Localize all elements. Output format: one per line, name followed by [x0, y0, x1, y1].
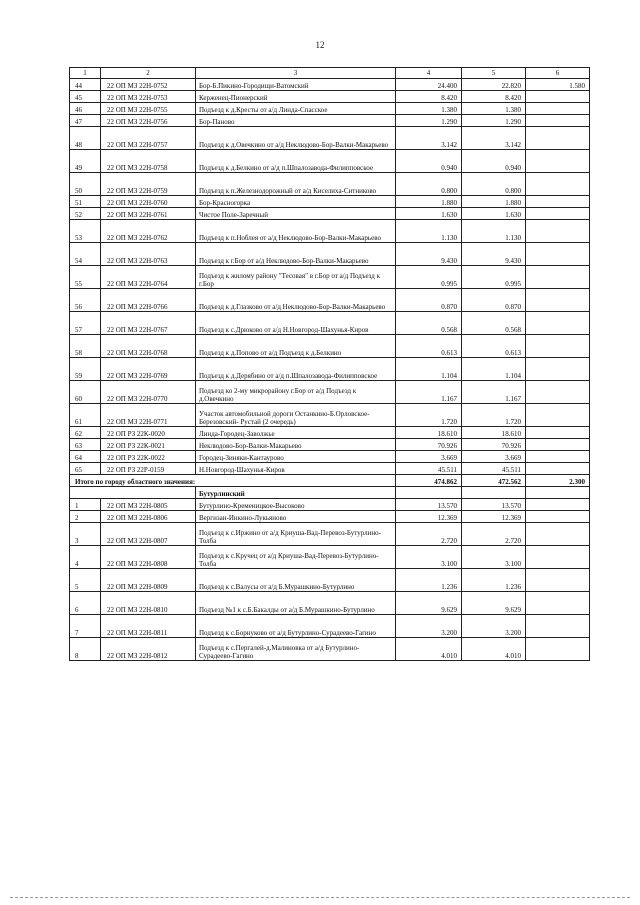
table-cell: 0.940	[396, 150, 462, 173]
table-cell: 22 ОП МЗ 22Н-0809	[101, 569, 196, 592]
table-cell: 22 ОП МЗ 22Н-0807	[101, 523, 196, 546]
table-cell	[526, 335, 590, 358]
table-row	[70, 173, 590, 196]
table-row	[70, 79, 590, 91]
header-cell: 1	[70, 68, 101, 79]
table-cell: 45.511	[396, 463, 462, 475]
table-cell: 2	[70, 511, 101, 523]
table-cell: 58	[70, 335, 101, 358]
table-cell: 59	[70, 358, 101, 381]
table-cell: 1.130	[462, 220, 526, 243]
section-title: Бутурлинский	[196, 487, 396, 499]
table-cell: 3.142	[462, 127, 526, 150]
table-cell: 18.610	[396, 427, 462, 439]
table-cell: 45	[70, 91, 101, 103]
table-cell: 22 ОП МЗ 22Н-0763	[101, 243, 196, 266]
table-cell: 22 ОП МЗ 22Н-0756	[101, 115, 196, 127]
table-cell: Чистое Поле-Заречный	[196, 208, 396, 220]
table-cell	[526, 173, 590, 196]
total-value: 474.862	[396, 475, 462, 487]
table-cell: 22 ОП РЗ 22К-0021	[101, 439, 196, 451]
table-cell: 1.630	[462, 208, 526, 220]
table-cell: 22 ОП МЗ 22Н-0757	[101, 127, 196, 150]
table-cell: 22 ОП МЗ 22Н-0762	[101, 220, 196, 243]
table-cell: 50	[70, 173, 101, 196]
table-cell: Подъезд ко 2-му микрорайону г.Бор от а/д Подъезд к д.Овечкино	[196, 381, 396, 404]
section-spacer	[396, 487, 462, 499]
section-row	[70, 487, 590, 499]
table-row	[70, 115, 590, 127]
table-body	[70, 79, 590, 661]
table-cell	[526, 289, 590, 312]
table-row	[70, 592, 590, 615]
roads-table	[69, 67, 590, 661]
table-cell: Бутурлино-Кременицкое-Высоково	[196, 499, 396, 511]
header-cell: 6	[526, 68, 590, 79]
table-cell: 22 ОП МЗ 22Н-0812	[101, 638, 196, 661]
table-cell: 64	[70, 451, 101, 463]
table-cell: 45.511	[462, 463, 526, 475]
table-cell: Подъезд к с.Иржино от а/д Криуша-Вад-Перевоз-Бутурлино-Толба	[196, 523, 396, 546]
header-cell: 4	[396, 68, 462, 79]
table-row	[70, 335, 590, 358]
table-cell	[526, 243, 590, 266]
table-cell: 54	[70, 243, 101, 266]
table-cell: 0.800	[462, 173, 526, 196]
table-row	[70, 127, 590, 150]
table-cell: 22 ОП МЗ 22Н-0753	[101, 91, 196, 103]
table-cell: Неклюдово-Бор-Валки-Макарьево	[196, 439, 396, 451]
table-cell	[526, 127, 590, 150]
table-row	[70, 266, 590, 289]
table-cell	[526, 220, 590, 243]
table-cell: 9.430	[396, 243, 462, 266]
table-cell: 22 ОП МЗ 22Н-0808	[101, 546, 196, 569]
table-cell: 70.926	[462, 439, 526, 451]
table-cell: 1.167	[396, 381, 462, 404]
table-cell: 22 ОП МЗ 22Н-0766	[101, 289, 196, 312]
table-row	[70, 103, 590, 115]
table-cell	[526, 463, 590, 475]
total-value: 472.562	[462, 475, 526, 487]
table-cell: 0.613	[462, 335, 526, 358]
table-cell: 0.940	[462, 150, 526, 173]
table-cell: Подъезд к д.Белкино от а/д п.Шпалозавода-Филипповское	[196, 150, 396, 173]
table-cell: 3.200	[462, 615, 526, 638]
table-cell: 61	[70, 404, 101, 427]
total-value: 2.300	[526, 475, 590, 487]
table-cell	[526, 196, 590, 208]
table-cell: 5	[70, 569, 101, 592]
table-cell: 9.629	[396, 592, 462, 615]
table-cell: 22 ОП РЗ 22К-0020	[101, 427, 196, 439]
table-cell: 22 ОП МЗ 22Н-0759	[101, 173, 196, 196]
table-cell: 48	[70, 127, 101, 150]
table-cell: Бор-Б.Пикино-Городищи-Ватомский	[196, 79, 396, 91]
table-row	[70, 569, 590, 592]
table-row	[70, 243, 590, 266]
table-cell: Линда-Городец-Заволжье	[196, 427, 396, 439]
table-cell: Подъезд к с.Кручец от а/д Криуша-Вад-Перевоз-Бутурлино-Толба	[196, 546, 396, 569]
table-cell: 8.420	[462, 91, 526, 103]
total-label: Итого по городу областного значения:	[70, 475, 396, 487]
table-row	[70, 499, 590, 511]
table-row	[70, 381, 590, 404]
table-cell	[526, 511, 590, 523]
table-cell: Подъезд к п.Железнодорожный от а/д Киселиха-Ситниково	[196, 173, 396, 196]
table-cell: 22 ОП МЗ 22Н-0760	[101, 196, 196, 208]
table-cell: Подъезд к д.Овечкино от а/д Неклюдово-Бор-Валки-Макарьево	[196, 127, 396, 150]
table-cell: 3.669	[462, 451, 526, 463]
table-cell: 9.629	[462, 592, 526, 615]
table-cell: Подъезд к д.Попово от а/д Подъезд к д.Белкино	[196, 335, 396, 358]
table-cell: 13.570	[396, 499, 462, 511]
table-cell: 3.142	[396, 127, 462, 150]
table-cell: 47	[70, 115, 101, 127]
table-cell	[526, 150, 590, 173]
table-cell: 22 ОП МЗ 22Н-0811	[101, 615, 196, 638]
table-cell: 70.926	[396, 439, 462, 451]
table-cell	[526, 569, 590, 592]
table-cell: 53	[70, 220, 101, 243]
table-cell: Н.Новгород-Шахунья-Киров	[196, 463, 396, 475]
table-cell: Вергизан-Инкино-Лукьяново	[196, 511, 396, 523]
table-cell: 22 ОП МЗ 22Н-0768	[101, 335, 196, 358]
table-cell: 65	[70, 463, 101, 475]
table-cell: 1.580	[526, 79, 590, 91]
table-cell: 12.369	[396, 511, 462, 523]
table-cell: 1.880	[396, 196, 462, 208]
table-cell: 1.236	[462, 569, 526, 592]
section-spacer	[526, 487, 590, 499]
table-cell	[526, 404, 590, 427]
table-cell	[526, 439, 590, 451]
table-row	[70, 220, 590, 243]
table-cell: 4.010	[396, 638, 462, 661]
table-cell: 1.380	[462, 103, 526, 115]
bottom-divider	[10, 897, 630, 898]
table-cell	[526, 592, 590, 615]
table-row	[70, 358, 590, 381]
table-cell: Подъезд к с.Борнуково от а/д Бутурлино-Сурадеево-Гагино	[196, 615, 396, 638]
table-cell	[526, 115, 590, 127]
total-row	[70, 475, 590, 487]
table-cell: 0.870	[396, 289, 462, 312]
table-row	[70, 150, 590, 173]
table-cell: 0.995	[396, 266, 462, 289]
table-cell	[526, 266, 590, 289]
table-cell: 22.820	[462, 79, 526, 91]
table-cell	[526, 499, 590, 511]
header-cell: 5	[462, 68, 526, 79]
table-row	[70, 451, 590, 463]
table-row	[70, 638, 590, 661]
table-cell	[526, 523, 590, 546]
table-cell: 22 ОП МЗ 22Н-0755	[101, 103, 196, 115]
table-cell: 0.870	[462, 289, 526, 312]
table-cell: 3.100	[462, 546, 526, 569]
page-number: 12	[315, 40, 325, 50]
table-cell: 22 ОП МЗ 22Н-0770	[101, 381, 196, 404]
table-cell: 8.420	[396, 91, 462, 103]
table-cell: 0.800	[396, 173, 462, 196]
header-cell: 2	[101, 68, 196, 79]
table-cell: 1.290	[396, 115, 462, 127]
table-cell: Подъезд к жилому району "Тесовая" в г.Бор от а/д Подъезд к г.Бор	[196, 266, 396, 289]
table-cell: Городец-Зиняки-Кантаурово	[196, 451, 396, 463]
table-cell: Подъезд к д.Глазково от а/д Неклюдово-Бор-Валки-Макарьево	[196, 289, 396, 312]
table-cell: 22 ОП МЗ 22Н-0764	[101, 266, 196, 289]
table-cell: 0.613	[396, 335, 462, 358]
table-cell: 1	[70, 499, 101, 511]
table-cell	[526, 427, 590, 439]
table-cell: 3	[70, 523, 101, 546]
table-cell: 1.104	[396, 358, 462, 381]
table-cell: 49	[70, 150, 101, 173]
table-cell: 22 ОП МЗ 22Н-0758	[101, 150, 196, 173]
table-cell: 22 ОП РЗ 22К-0022	[101, 451, 196, 463]
table-cell	[526, 91, 590, 103]
table-cell: 44	[70, 79, 101, 91]
table-cell: Бор-Паново	[196, 115, 396, 127]
table-cell	[526, 103, 590, 115]
table-row	[70, 208, 590, 220]
table-cell: 60	[70, 381, 101, 404]
header-cell: 3	[196, 68, 396, 79]
table-cell: 57	[70, 312, 101, 335]
table-cell: 2.720	[396, 523, 462, 546]
table-cell: 55	[70, 266, 101, 289]
table-cell: 12.369	[462, 511, 526, 523]
table-cell: 1.236	[396, 569, 462, 592]
table-cell: 0.568	[396, 312, 462, 335]
table-row	[70, 312, 590, 335]
table-cell: 3.100	[396, 546, 462, 569]
table-cell: 1.880	[462, 196, 526, 208]
table-cell: 3.669	[396, 451, 462, 463]
table-row	[70, 523, 590, 546]
header-row	[70, 68, 590, 79]
table-cell: Подъезд к г.Бор от а/д Неклюдово-Бор-Валки-Макарьево	[196, 243, 396, 266]
table-cell: 24.400	[396, 79, 462, 91]
table-cell: 1.290	[462, 115, 526, 127]
table-cell: 1.104	[462, 358, 526, 381]
table-row	[70, 615, 590, 638]
table-cell: 63	[70, 439, 101, 451]
table-cell: Подъезд №1 к с.Б.Бакалды от а/д Б.Мурашкино-Бутурлино	[196, 592, 396, 615]
table-cell: Бор-Красногорка	[196, 196, 396, 208]
table-row	[70, 404, 590, 427]
table-cell	[526, 638, 590, 661]
table-cell	[526, 451, 590, 463]
table-row	[70, 427, 590, 439]
table-cell: 9.430	[462, 243, 526, 266]
table-row	[70, 439, 590, 451]
table-cell: 6	[70, 592, 101, 615]
table-row	[70, 196, 590, 208]
table-cell: 22 ОП МЗ 22Н-0752	[101, 79, 196, 91]
table-cell: Подъезд к п.Ноблея от а/д Неклюдово-Бор-Валки-Макарьево	[196, 220, 396, 243]
table-cell: Подъезд к д.Кресты от а/д Линда-Спасское	[196, 103, 396, 115]
table-cell	[526, 615, 590, 638]
table-cell: 1.380	[396, 103, 462, 115]
table-cell: 3.200	[396, 615, 462, 638]
table-cell: 51	[70, 196, 101, 208]
table-cell: 22 ОП МЗ 22Н-0771	[101, 404, 196, 427]
table-cell: Подъезд к д.Дерябино от а/д п.Шпалозавода-Филипповское	[196, 358, 396, 381]
table-row	[70, 546, 590, 569]
table-cell	[526, 381, 590, 404]
table-cell	[526, 312, 590, 335]
section-spacer	[70, 487, 196, 499]
table-cell: 1.720	[396, 404, 462, 427]
table-cell: 8	[70, 638, 101, 661]
table-cell	[526, 208, 590, 220]
table-cell: 22 ОП МЗ 22Н-0810	[101, 592, 196, 615]
table-cell: 2.720	[462, 523, 526, 546]
table-cell: 46	[70, 103, 101, 115]
table-cell: Подъезд к с.Дрюково от а/д Н.Новгород-Шахунья-Киров	[196, 312, 396, 335]
table-cell: 62	[70, 427, 101, 439]
table-row	[70, 91, 590, 103]
table-cell: Подъезд к с.Пергалей-д.Малиновка от а/д Бутурлино-Сурадеево-Гагино	[196, 638, 396, 661]
table-cell: 22 ОП МЗ 22Н-0769	[101, 358, 196, 381]
table-cell: 0.568	[462, 312, 526, 335]
table-cell: 0.995	[462, 266, 526, 289]
table-row	[70, 289, 590, 312]
table-cell: 1.167	[462, 381, 526, 404]
table-cell: 4.010	[462, 638, 526, 661]
table-cell: 22 ОП МЗ 22Н-0805	[101, 499, 196, 511]
section-spacer	[462, 487, 526, 499]
table-cell: 22 ОП МЗ 22Н-0767	[101, 312, 196, 335]
table-cell: Керженец-Пионерский	[196, 91, 396, 103]
table-cell: 1.130	[396, 220, 462, 243]
table-cell: 56	[70, 289, 101, 312]
table-cell	[526, 358, 590, 381]
table-cell: 13.570	[462, 499, 526, 511]
table-cell: Участок автомобильной дороги Останкино-Б.Орловское-Березовский- Рустай (2 очередь)	[196, 404, 396, 427]
table-cell: 18.610	[462, 427, 526, 439]
table-cell: 22 ОП МЗ 22Н-0761	[101, 208, 196, 220]
table-cell: 7	[70, 615, 101, 638]
table-cell: 1.720	[462, 404, 526, 427]
table-cell: 22 ОП РЗ 22Р-0159	[101, 463, 196, 475]
table-cell: 22 ОП МЗ 22Н-0806	[101, 511, 196, 523]
table-cell	[526, 546, 590, 569]
table-row	[70, 463, 590, 475]
table-cell: 52	[70, 208, 101, 220]
table-cell: 1.630	[396, 208, 462, 220]
table-cell: Подъезд к с.Валусы от а/д Б.Мурашкино-Бутурлино	[196, 569, 396, 592]
table-row	[70, 511, 590, 523]
table-cell: 4	[70, 546, 101, 569]
